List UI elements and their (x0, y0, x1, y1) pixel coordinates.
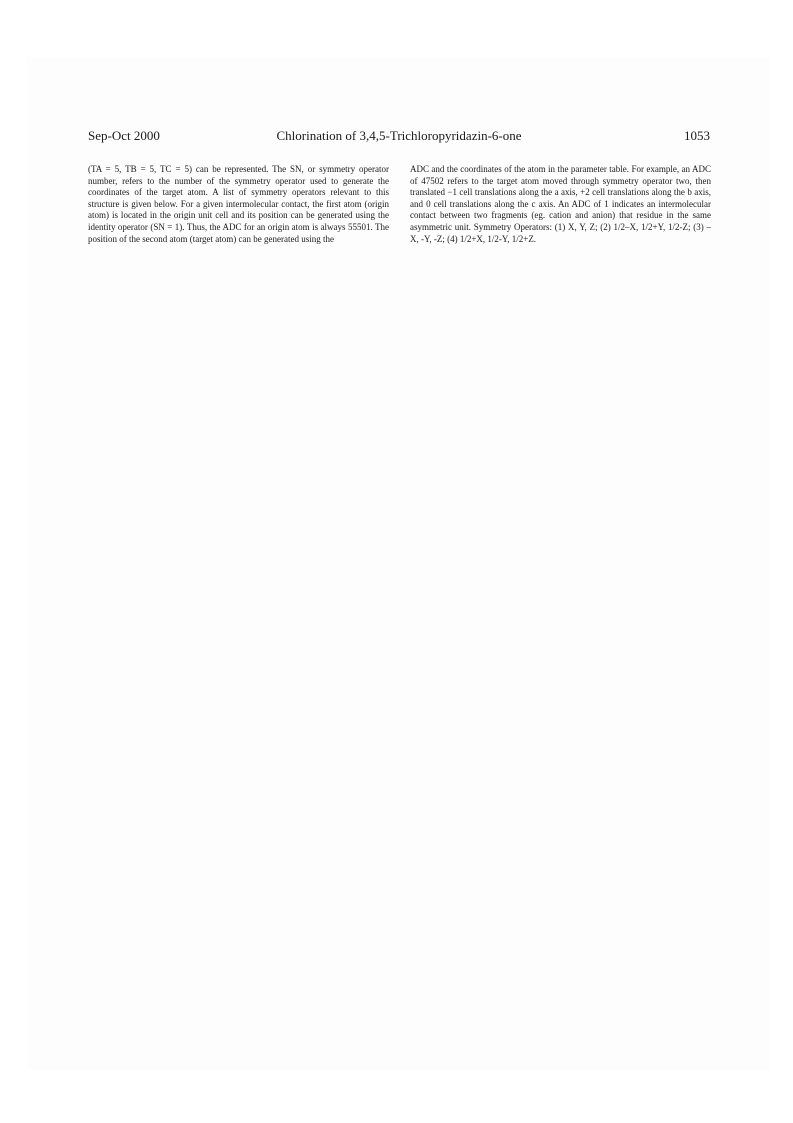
running-header (88, 128, 710, 148)
paragraph-left: (TA = 5, TB = 5, TC = 5) can be represented. The SN, or symmetry operator number, refers to the number of the symmetry operator used to generate the coordinates of the target atom. A list of symmetry operators relevant to this structure is given below. For a given intermolecular contact, the first atom (origin atom) is located in the origin unit cell and its position can be generated using the identity operator (SN = 1). Thus, the ADC for an origin atom is always 55501. The position of the second atom (target atom) can be generated using the (88, 164, 389, 244)
body-column-right (410, 164, 711, 245)
body-column-left (88, 164, 389, 245)
article-title: Chlorination of 3,4,5-Trichloropyridazin-6-one (276, 128, 522, 143)
paragraph-right: ADC and the coordinates of the atom in the parameter table. For example, an ADC of 47502 refers to the target atom moved through symmetry operator two, then translated −1 cell translations along the a axis, +2 cell translations along the b axis, and 0 cell translations along the c axis. An ADC of 1 indicates an intermolecular contact between two fragments (eg. cation and anion) that residue in the same asymmetric unit. Symmetry Operators: (1) X, Y, Z; (2) 1/2–X, 1/2+Y, 1/2-Z; (3) –X, -Y, -Z; (4) 1/2+X, 1/2-Y, 1/2+Z. (410, 164, 711, 244)
journal-issue-date: Sep-Oct 2000 (88, 128, 160, 143)
page-number: 1053 (684, 128, 710, 143)
